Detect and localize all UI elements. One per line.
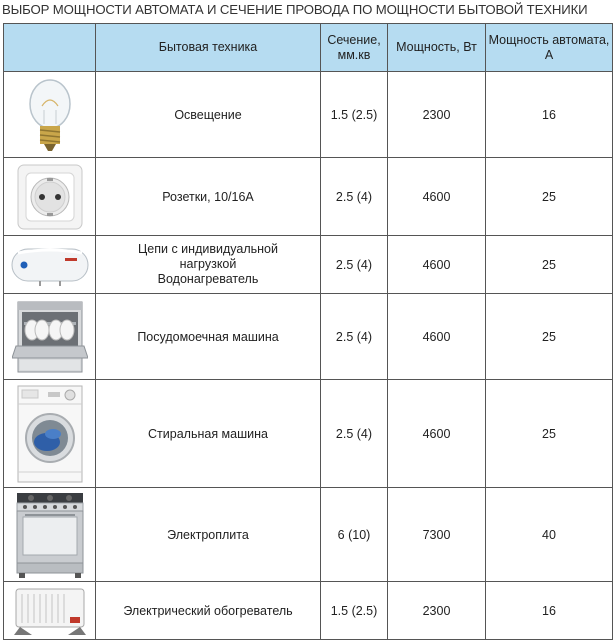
appliance-name: Стиральная машина [96,380,321,488]
appliance-name: Электрический обогреватель [96,582,321,640]
power-value: 2300 [388,582,486,640]
header-breaker: Мощность автомата, А [486,24,613,72]
electric-stove-icon [13,491,87,579]
section-value: 2.5 (4) [321,380,388,488]
header-appliance: Бытовая техника [96,24,321,72]
heater-icon [10,585,90,637]
table-row [4,582,613,640]
power-value: 4600 [388,236,486,294]
section-value: 2.5 (4) [321,236,388,294]
name-line: нагрузкой [179,257,237,271]
power-value: 4600 [388,294,486,380]
breaker-value: 40 [486,488,613,582]
table-row [4,380,613,488]
image-cell [4,582,96,640]
image-cell [4,158,96,236]
image-cell [4,236,96,294]
appliance-name [96,236,321,294]
breaker-value: 16 [486,582,613,640]
section-value: 1.5 (2.5) [321,582,388,640]
appliance-table [3,23,613,640]
breaker-value: 25 [486,236,613,294]
power-value: 2300 [388,72,486,158]
table-row [4,294,613,380]
header-image [4,24,96,72]
table-row [4,72,613,158]
image-cell [4,72,96,158]
image-cell [4,294,96,380]
washing-machine-icon [14,384,86,484]
table-row [4,488,613,582]
power-value: 7300 [388,488,486,582]
table-row [4,236,613,294]
breaker-value: 25 [486,294,613,380]
table-row [4,158,613,236]
socket-icon [17,164,83,230]
image-cell [4,488,96,582]
power-value: 4600 [388,158,486,236]
section-value: 2.5 (4) [321,158,388,236]
appliance-name: Посудомоечная машина [96,294,321,380]
breaker-value: 16 [486,72,613,158]
page-title: ВЫБОР МОЩНОСТИ АВТОМАТА И СЕЧЕНИЕ ПРОВОДА ПО МОЩНОСТИ БЫТОВОЙ ТЕХНИКИ [2,2,588,17]
light-bulb-icon [20,76,80,154]
image-cell [4,380,96,488]
breaker-value: 25 [486,380,613,488]
appliance-name: Розетки, 10/16А [96,158,321,236]
appliance-name: Освещение [96,72,321,158]
section-value: 6 (10) [321,488,388,582]
water-heater-icon [10,243,90,287]
dishwasher-icon [12,300,88,374]
appliance-name: Электроплита [96,488,321,582]
name-line: Водонагреватель [157,272,259,286]
breaker-value: 25 [486,158,613,236]
section-value: 2.5 (4) [321,294,388,380]
header-section: Сечение, мм.кв [321,24,388,72]
header-power: Мощность, Вт [388,24,486,72]
name-line: Цепи с индивидуальной [138,242,278,256]
header-row [4,24,613,72]
section-value: 1.5 (2.5) [321,72,388,158]
power-value: 4600 [388,380,486,488]
